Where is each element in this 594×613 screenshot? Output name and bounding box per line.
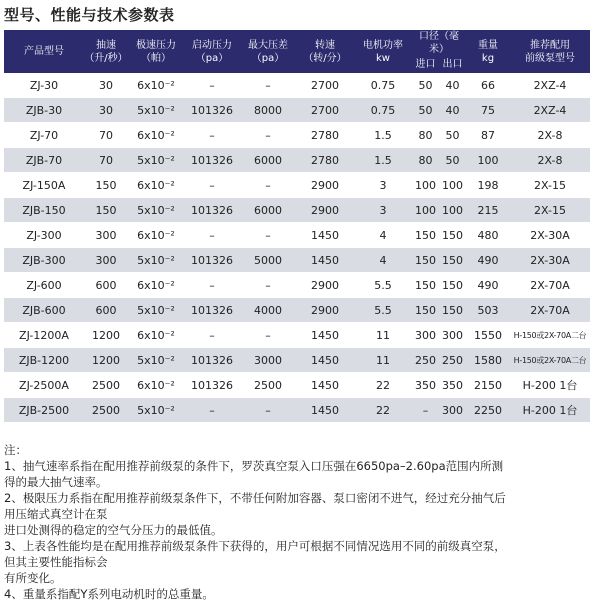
table-cell: 2500 xyxy=(84,373,128,398)
table-cell: 100 xyxy=(412,173,439,198)
note-line: 得的最大抽气速率。 xyxy=(4,475,108,489)
table-cell: – xyxy=(240,73,296,98)
table-cell: 3000 xyxy=(240,348,296,373)
table-cell: – xyxy=(240,273,296,298)
table-cell: ZJ-2500A xyxy=(4,373,84,398)
table-cell: 2500 xyxy=(240,373,296,398)
table-cell: 2900 xyxy=(296,298,354,323)
table-cell: 150 xyxy=(439,223,466,248)
header-weight: 重量 kg xyxy=(466,30,510,73)
table-cell: 490 xyxy=(466,248,510,273)
table-header xyxy=(4,30,590,73)
header-backing-pump: 推荐配用 前级泵型号 xyxy=(510,30,590,73)
table-cell: 150 xyxy=(84,173,128,198)
table-cell: 100 xyxy=(466,148,510,173)
table-cell: 6000 xyxy=(240,148,296,173)
table-row xyxy=(4,298,590,323)
table-cell: 2900 xyxy=(296,273,354,298)
table-row xyxy=(4,98,590,123)
table-cell: 150 xyxy=(84,198,128,223)
table-cell: 5x10⁻² xyxy=(128,198,184,223)
table-cell: 250 xyxy=(439,348,466,373)
table-cell: 350 xyxy=(439,373,466,398)
header-speed: 转速 （转/分） xyxy=(296,30,354,73)
table-cell: 1450 xyxy=(296,373,354,398)
table-cell: 1450 xyxy=(296,398,354,423)
table-cell: 50 xyxy=(412,73,439,98)
table-cell: 101326 xyxy=(184,198,240,223)
table-cell: ZJ-600 xyxy=(4,273,84,298)
table-cell: 11 xyxy=(354,348,412,373)
table-row xyxy=(4,348,590,373)
table-cell: 0.75 xyxy=(354,73,412,98)
table-cell: 6x10⁻² xyxy=(128,273,184,298)
table-cell: 2250 xyxy=(466,398,510,423)
table-cell: 6000 xyxy=(240,198,296,223)
table-cell: 300 xyxy=(439,398,466,423)
table-cell: 480 xyxy=(466,223,510,248)
table-cell: 40 xyxy=(439,98,466,123)
table-cell: 22 xyxy=(354,398,412,423)
table-cell: 101326 xyxy=(184,98,240,123)
table-cell: 1200 xyxy=(84,323,128,348)
table-cell: 215 xyxy=(466,198,510,223)
table-cell: 6x10⁻² xyxy=(128,73,184,98)
table-cell: 2X-8 xyxy=(510,148,590,173)
table-cell: 1550 xyxy=(466,323,510,348)
table-cell: 150 xyxy=(439,273,466,298)
table-cell: 101326 xyxy=(184,248,240,273)
note-line: 1、抽气速率系指在配用推荐前级泵的条件下，罗茨真空泵入口压强在6650pa–2.60pa范围内所测 xyxy=(4,459,504,473)
table-cell: 6x10⁻² xyxy=(128,123,184,148)
table-cell: ZJB-600 xyxy=(4,298,84,323)
header-ultimate-pressure: 极速压力 （帕） xyxy=(128,30,184,73)
table-cell: 70 xyxy=(84,123,128,148)
table-cell: 2XZ-4 xyxy=(510,98,590,123)
table-cell: 300 xyxy=(412,323,439,348)
table-cell: – xyxy=(240,398,296,423)
table-row xyxy=(4,148,590,173)
table-cell: 101326 xyxy=(184,148,240,173)
table-cell: 6x10⁻² xyxy=(128,373,184,398)
table-cell: ZJ-300 xyxy=(4,223,84,248)
table-cell: 2780 xyxy=(296,148,354,173)
table-cell: ZJB-300 xyxy=(4,248,84,273)
table-cell: 150 xyxy=(412,248,439,273)
table-cell: 5.5 xyxy=(354,273,412,298)
table-cell: 66 xyxy=(466,73,510,98)
table-cell: 5000 xyxy=(240,248,296,273)
table-cell: 5x10⁻² xyxy=(128,298,184,323)
table-cell: 5x10⁻² xyxy=(128,248,184,273)
table-cell: 30 xyxy=(84,73,128,98)
table-cell: ZJ-70 xyxy=(4,123,84,148)
table-cell: 100 xyxy=(412,198,439,223)
table-cell: 2700 xyxy=(296,98,354,123)
table-cell: 3 xyxy=(354,173,412,198)
table-cell: 2900 xyxy=(296,198,354,223)
table-cell: 300 xyxy=(84,223,128,248)
table-cell: ZJ-1200A xyxy=(4,323,84,348)
table-cell: 5x10⁻² xyxy=(128,98,184,123)
table-cell: 2700 xyxy=(296,73,354,98)
table-cell: 1200 xyxy=(84,348,128,373)
table-cell: 4 xyxy=(354,223,412,248)
table-cell: ZJB-2500 xyxy=(4,398,84,423)
table-cell: 4 xyxy=(354,248,412,273)
table-cell: 100 xyxy=(439,173,466,198)
table-cell: – xyxy=(184,123,240,148)
table-cell: 6x10⁻² xyxy=(128,223,184,248)
page-title: 型号、性能与技术参数表 xyxy=(4,6,175,24)
table-row xyxy=(4,73,590,98)
table-cell: – xyxy=(412,398,439,423)
header-model: 产品型号 xyxy=(4,30,84,73)
table-cell: 5x10⁻² xyxy=(128,398,184,423)
table-cell: – xyxy=(184,173,240,198)
table-cell: 8000 xyxy=(240,98,296,123)
note-line: 用压缩式真空计在泵 xyxy=(4,507,108,521)
table-cell: 503 xyxy=(466,298,510,323)
table-cell: 5x10⁻² xyxy=(128,348,184,373)
table-cell: 87 xyxy=(466,123,510,148)
table-cell: 250 xyxy=(412,348,439,373)
table-cell: 2500 xyxy=(84,398,128,423)
table-cell: ZJB-150 xyxy=(4,198,84,223)
header-start-pressure: 启动压力 （pa） xyxy=(184,30,240,73)
table-cell: ZJB-30 xyxy=(4,98,84,123)
table-cell: 80 xyxy=(412,148,439,173)
table-cell: – xyxy=(184,223,240,248)
table-cell: – xyxy=(240,223,296,248)
notes-heading: 注： xyxy=(4,443,27,457)
table-cell: 100 xyxy=(439,198,466,223)
table-cell: 2X-30A xyxy=(510,248,590,273)
table-cell: H-150或2X-70A二台 xyxy=(510,323,590,348)
table-cell: 150 xyxy=(412,273,439,298)
table-cell: H-200 1台 xyxy=(510,373,590,398)
spec-table xyxy=(4,30,590,423)
table-cell: 75 xyxy=(466,98,510,123)
table-cell: – xyxy=(240,323,296,348)
table-body xyxy=(4,73,590,423)
table-cell: 1450 xyxy=(296,323,354,348)
table-cell: 6x10⁻² xyxy=(128,173,184,198)
header-outlet: 出口 xyxy=(439,56,466,73)
table-cell: 50 xyxy=(439,123,466,148)
note-line: 4、重量系指配Y系列电动机时的总重量。 xyxy=(4,587,214,601)
table-cell: 2780 xyxy=(296,123,354,148)
note-line: 3、上表各性能均是在配用推荐前级泵条件下获得的，用户可根据不同情况选用不同的前级真空泵， xyxy=(4,539,506,553)
header-max-diff: 最大压差 （pa） xyxy=(240,30,296,73)
table-cell: 150 xyxy=(412,223,439,248)
note-line: 有所变化。 xyxy=(4,571,62,585)
table-row xyxy=(4,173,590,198)
table-cell: 101326 xyxy=(184,298,240,323)
table-cell: 150 xyxy=(439,248,466,273)
table-cell: 5x10⁻² xyxy=(128,148,184,173)
table-cell: ZJ-30 xyxy=(4,73,84,98)
table-cell: 2X-70A xyxy=(510,273,590,298)
table-cell: 101326 xyxy=(184,373,240,398)
table-cell: – xyxy=(184,73,240,98)
table-cell: 2X-70A xyxy=(510,298,590,323)
table-cell: 2150 xyxy=(466,373,510,398)
table-row xyxy=(4,223,590,248)
table-cell: 5.5 xyxy=(354,298,412,323)
notes xyxy=(4,442,590,602)
table-cell: 150 xyxy=(439,298,466,323)
table-cell: 50 xyxy=(412,98,439,123)
table-cell: 40 xyxy=(439,73,466,98)
table-cell: H-200 1台 xyxy=(510,398,590,423)
table-cell: 300 xyxy=(84,248,128,273)
table-cell: 300 xyxy=(439,323,466,348)
header-power: 电机功率 kw xyxy=(354,30,412,73)
note-line: 但其主要性能指标会 xyxy=(4,555,108,569)
table-cell: 30 xyxy=(84,98,128,123)
table-cell: 1450 xyxy=(296,348,354,373)
table-cell: 600 xyxy=(84,298,128,323)
table-cell: 4000 xyxy=(240,298,296,323)
table-cell: 1450 xyxy=(296,223,354,248)
table-cell: 350 xyxy=(412,373,439,398)
table-cell: 2900 xyxy=(296,173,354,198)
table-cell: ZJB-70 xyxy=(4,148,84,173)
table-row xyxy=(4,398,590,423)
table-cell: 22 xyxy=(354,373,412,398)
table-cell: – xyxy=(184,273,240,298)
table-row xyxy=(4,198,590,223)
table-cell: 101326 xyxy=(184,348,240,373)
table-cell: 2X-15 xyxy=(510,173,590,198)
header-pumping-speed: 抽速 （升/秒） xyxy=(84,30,128,73)
table-cell: – xyxy=(184,323,240,348)
note-line: 进口处测得的稳定的空气分压力的最低值。 xyxy=(4,523,223,537)
table-cell: 1.5 xyxy=(354,148,412,173)
table-cell: 50 xyxy=(439,148,466,173)
table-cell: 600 xyxy=(84,273,128,298)
header-caliber: 口径（毫米） xyxy=(412,30,466,56)
table-row xyxy=(4,273,590,298)
table-cell: 150 xyxy=(412,298,439,323)
header-inlet: 进口 xyxy=(412,56,439,73)
table-cell: 0.75 xyxy=(354,98,412,123)
table-cell: – xyxy=(184,398,240,423)
table-cell: 198 xyxy=(466,173,510,198)
table-row xyxy=(4,123,590,148)
table-row xyxy=(4,373,590,398)
table-cell: – xyxy=(240,123,296,148)
table-cell: 2X-8 xyxy=(510,123,590,148)
table-cell: 2X-30A xyxy=(510,223,590,248)
table-cell: ZJ-150A xyxy=(4,173,84,198)
table-cell: 3 xyxy=(354,198,412,223)
table-cell: 2XZ-4 xyxy=(510,73,590,98)
table-cell: 80 xyxy=(412,123,439,148)
table-cell: 1.5 xyxy=(354,123,412,148)
table-cell: H-150或2X-70A二台 xyxy=(510,348,590,373)
note-line: 2、极限压力系指在配用推荐前级泵条件下，不带任何附加容器、泵口密闭不进气，经过充分抽气后 xyxy=(4,491,506,505)
table-cell: ZJB-1200 xyxy=(4,348,84,373)
table-row xyxy=(4,323,590,348)
table-cell: 1450 xyxy=(296,248,354,273)
table-cell: 2X-15 xyxy=(510,198,590,223)
table-cell: 490 xyxy=(466,273,510,298)
table-cell: – xyxy=(240,173,296,198)
table-cell: 6x10⁻² xyxy=(128,323,184,348)
table-row xyxy=(4,248,590,273)
table-cell: 11 xyxy=(354,323,412,348)
table-cell: 70 xyxy=(84,148,128,173)
table-cell: 1580 xyxy=(466,348,510,373)
